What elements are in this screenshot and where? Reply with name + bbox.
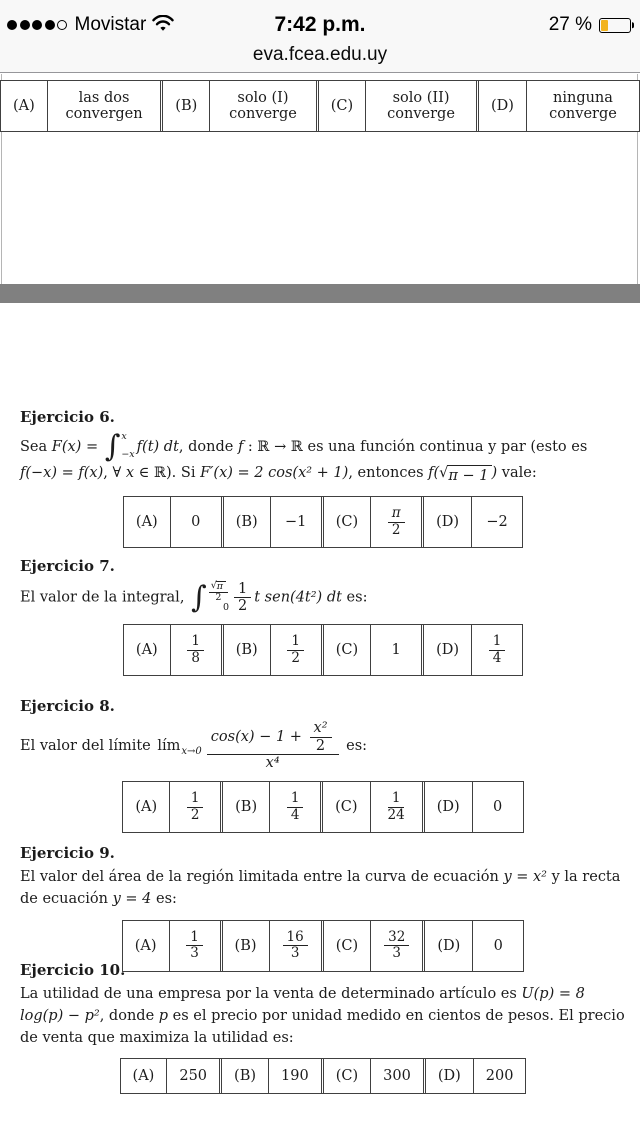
option-value (471, 625, 522, 675)
text-run: 1 (492, 633, 502, 650)
ejercicio-9 (20, 844, 626, 972)
fraction (234, 581, 251, 615)
text-run: La utilidad de una empresa por la venta de determinado artículo es (20, 986, 522, 1002)
text-run: 1 (391, 642, 401, 659)
option-label: (C) (335, 514, 359, 531)
text-run: 2 (215, 591, 222, 603)
fraction (283, 930, 308, 962)
text-run: 3 (190, 945, 199, 962)
option-label: (C) (335, 937, 359, 954)
math-run: y = x² (503, 869, 547, 885)
text-run: Sea (20, 438, 52, 455)
text-run: 1 (391, 790, 401, 807)
text-run: 2 (190, 806, 200, 823)
text-run: 4 (290, 806, 300, 823)
text-run: las dos convergen (65, 90, 143, 122)
ejercicio-10 (20, 961, 626, 1094)
text-run: 250 (179, 1068, 208, 1085)
fraction (384, 791, 409, 823)
text-run: solo (I) converge (229, 90, 297, 122)
text-run: 1 (191, 633, 201, 650)
clock: 7:42 p.m. (274, 13, 366, 36)
text-run: El valor de la integral, (20, 589, 190, 606)
math-run: π (391, 505, 401, 522)
math-run: x (121, 431, 127, 442)
option-value (473, 1059, 526, 1093)
math-run: F′(x) = 2 cos(x² + 1) (200, 464, 349, 481)
option-label: (B) (235, 799, 258, 816)
text-run: es: (341, 589, 368, 606)
url-text[interactable]: eva.fcea.edu.uy (252, 44, 388, 65)
option-value (269, 782, 320, 832)
text-run: 2 (291, 649, 300, 666)
math-run: f( (428, 464, 440, 481)
math-run: cos(x) − 1 + (210, 729, 307, 746)
answer-table (0, 80, 640, 132)
text-run: 4 (492, 649, 502, 666)
text-run: 3 (290, 945, 300, 962)
option-value (209, 81, 315, 131)
browser-chrome (0, 0, 640, 73)
text-run: 8 (191, 649, 201, 666)
text-run: 1 (190, 928, 199, 945)
fraction (388, 506, 405, 538)
option-label: (B) (234, 1068, 257, 1085)
text-run: , donde (99, 1007, 159, 1024)
content-divider (0, 284, 640, 303)
math-run: f(t) dt (136, 438, 179, 455)
math-run: π (216, 581, 223, 592)
option-label: (B) (175, 98, 198, 114)
answer-option (221, 625, 321, 675)
answer-table (120, 1058, 527, 1094)
answer-option (320, 782, 422, 832)
text-run: 0 (493, 799, 503, 816)
option-label: (A) (135, 642, 158, 659)
text-run: : ℝ → ℝ es una función continua y par (esto es (243, 438, 588, 455)
answer-option (123, 782, 220, 832)
fraction (207, 720, 339, 772)
answer-option (321, 497, 421, 547)
text-run: 190 (281, 1068, 309, 1085)
math-run: −x (121, 449, 135, 461)
exercise-title: Ejercicio 9. (20, 844, 115, 862)
answer-table-wrap (20, 1058, 626, 1094)
math-run: U(p) = 8 log(p) − p² (20, 986, 585, 1024)
answer-table (122, 781, 523, 833)
option-value (170, 497, 221, 547)
math-run: p (158, 1007, 169, 1024)
exercise-title: Ejercicio 10. (20, 961, 126, 979)
answer-table-wrap (20, 781, 626, 833)
math-run: x (125, 464, 135, 481)
option-value (472, 782, 523, 832)
fraction (187, 634, 204, 666)
option-label: (C) (330, 98, 354, 114)
integral: ∫ √ π 2 0 (191, 579, 229, 615)
square-root: √ π (211, 581, 226, 592)
option-label: (B) (235, 642, 258, 659)
option-label: (C) (335, 642, 359, 659)
fraction (209, 581, 228, 603)
text-run: El valor del límite (20, 738, 156, 754)
answer-option (421, 497, 522, 547)
option-label: (A) (134, 937, 157, 954)
answer-option (219, 1059, 321, 1093)
option-value (270, 625, 321, 675)
option-value (47, 81, 160, 131)
text-run: 0 (222, 601, 229, 613)
exercise-body (20, 431, 626, 487)
text-run: 2 (238, 598, 248, 615)
answer-option (423, 1059, 526, 1093)
text-run: ninguna converge (549, 90, 617, 122)
exercise-title: Ejercicio 7. (20, 557, 115, 575)
answer-option (220, 782, 320, 832)
math-run: y = 4 (112, 890, 152, 907)
fraction (310, 720, 332, 754)
text-run: 1 (238, 580, 248, 597)
math-run: f (237, 438, 244, 455)
option-label: (D) (436, 514, 460, 531)
exercise-body (20, 580, 626, 615)
option-label: (C) (335, 1068, 359, 1085)
text-run: , donde (178, 438, 238, 455)
fraction (384, 930, 409, 962)
status-bar (0, 0, 640, 40)
exercise-title: Ejercicio 8. (20, 697, 115, 715)
option-label: (D) (436, 799, 460, 816)
text-run: −1 (285, 514, 307, 531)
exercise-title: Ejercicio 6. (20, 408, 115, 426)
text-run: 2 (315, 737, 326, 754)
answer-option (476, 81, 639, 131)
text-run: 32 (388, 928, 406, 945)
text-run: es: (341, 738, 368, 754)
text-run: es el precio por unidad medido en cientos de pesos. El precio de venta que maximiza la utilidad es: (20, 1007, 625, 1046)
fraction (287, 791, 304, 823)
fraction (186, 930, 203, 962)
battery-nub (632, 22, 635, 28)
math-run: t sen(4t²) dt (254, 589, 342, 606)
answer-option (1, 81, 160, 131)
answer-option (316, 81, 476, 131)
answer-option (124, 497, 221, 547)
exercise-body (20, 984, 626, 1049)
option-label: (A) (13, 98, 35, 114)
option-value (370, 497, 421, 547)
math-run: x⁴ (265, 755, 280, 772)
answer-table (123, 624, 523, 676)
text-run: , ∀ (103, 464, 126, 481)
square-root: √ π − 1 (439, 465, 491, 488)
battery-icon (599, 18, 631, 33)
option-label: (A) (135, 514, 158, 531)
answer-option (421, 625, 522, 675)
text-run: 0 (191, 514, 201, 531)
answer-option (221, 497, 321, 547)
text-run: ∈ ℝ). Si (134, 464, 201, 481)
text-run: vale: (497, 464, 537, 481)
battery-fill (601, 20, 608, 31)
answer-option (422, 782, 523, 832)
top-answer-table-wrap (0, 80, 640, 132)
fraction (187, 791, 204, 823)
text-run: 200 (485, 1068, 514, 1085)
text-run: y la recta de ecuación (20, 869, 621, 907)
option-value (169, 782, 220, 832)
option-label: (D) (437, 1068, 461, 1085)
text-run: 300 (383, 1068, 411, 1085)
text-run: El valor del área de la región limitada entre la curva de ecuación (20, 869, 504, 885)
option-value (166, 1059, 219, 1093)
option-value (370, 1059, 423, 1093)
option-value (170, 625, 221, 675)
text-run: , entonces (348, 464, 429, 481)
option-label: (A) (132, 1068, 155, 1085)
math-run: F(x) = (51, 438, 103, 455)
text-run: es: (151, 890, 177, 907)
option-label: (B) (235, 514, 258, 531)
text-run: 2 (391, 521, 401, 538)
answer-option (124, 625, 221, 675)
option-label: (D) (490, 98, 514, 114)
math-run: π − 1 (448, 467, 489, 484)
text-run: −2 (486, 514, 508, 531)
battery-percent: 27 % (548, 14, 592, 35)
answer-table (123, 496, 523, 548)
math-run: f(−x) = f(x) (20, 464, 104, 481)
exercise-body (20, 867, 626, 911)
math-run: ) (491, 464, 498, 481)
text-run: solo (II) converge (387, 90, 455, 122)
option-value (526, 81, 639, 131)
answer-table-wrap (20, 496, 626, 548)
math-run: x² (313, 720, 328, 736)
answer-option (321, 625, 421, 675)
ejercicio-7 (20, 557, 626, 676)
option-label: (B) (234, 937, 257, 954)
answer-option (321, 1059, 423, 1093)
option-value (370, 625, 421, 675)
ejercicio-8 (20, 697, 626, 833)
carrier-label: Movistar (74, 14, 147, 35)
text-run: 1 (290, 790, 300, 807)
option-value (471, 497, 522, 547)
answer-option (121, 1059, 219, 1093)
option-value (270, 497, 321, 547)
option-label: (A) (135, 799, 158, 816)
status-right (549, 0, 631, 45)
answer-table-wrap (20, 624, 626, 676)
option-value (268, 1059, 321, 1093)
option-value (370, 782, 422, 832)
option-label: (C) (335, 799, 358, 816)
ejercicio-6 (20, 408, 626, 548)
text-run: 16 (286, 928, 304, 945)
text-run: 1 (291, 633, 300, 650)
option-label: (D) (437, 937, 461, 954)
text-run: 0 (493, 937, 503, 954)
exercise-body (20, 720, 626, 772)
text-run: 3 (392, 945, 402, 962)
limit: lím x→0 (157, 738, 202, 757)
fraction (287, 634, 304, 666)
fraction (489, 634, 506, 666)
answer-option (160, 81, 315, 131)
option-value (365, 81, 476, 131)
integral: ∫ x −x (104, 429, 135, 464)
option-label: (D) (436, 642, 460, 659)
text-run: 24 (387, 806, 405, 823)
text-run: 1 (190, 790, 200, 807)
